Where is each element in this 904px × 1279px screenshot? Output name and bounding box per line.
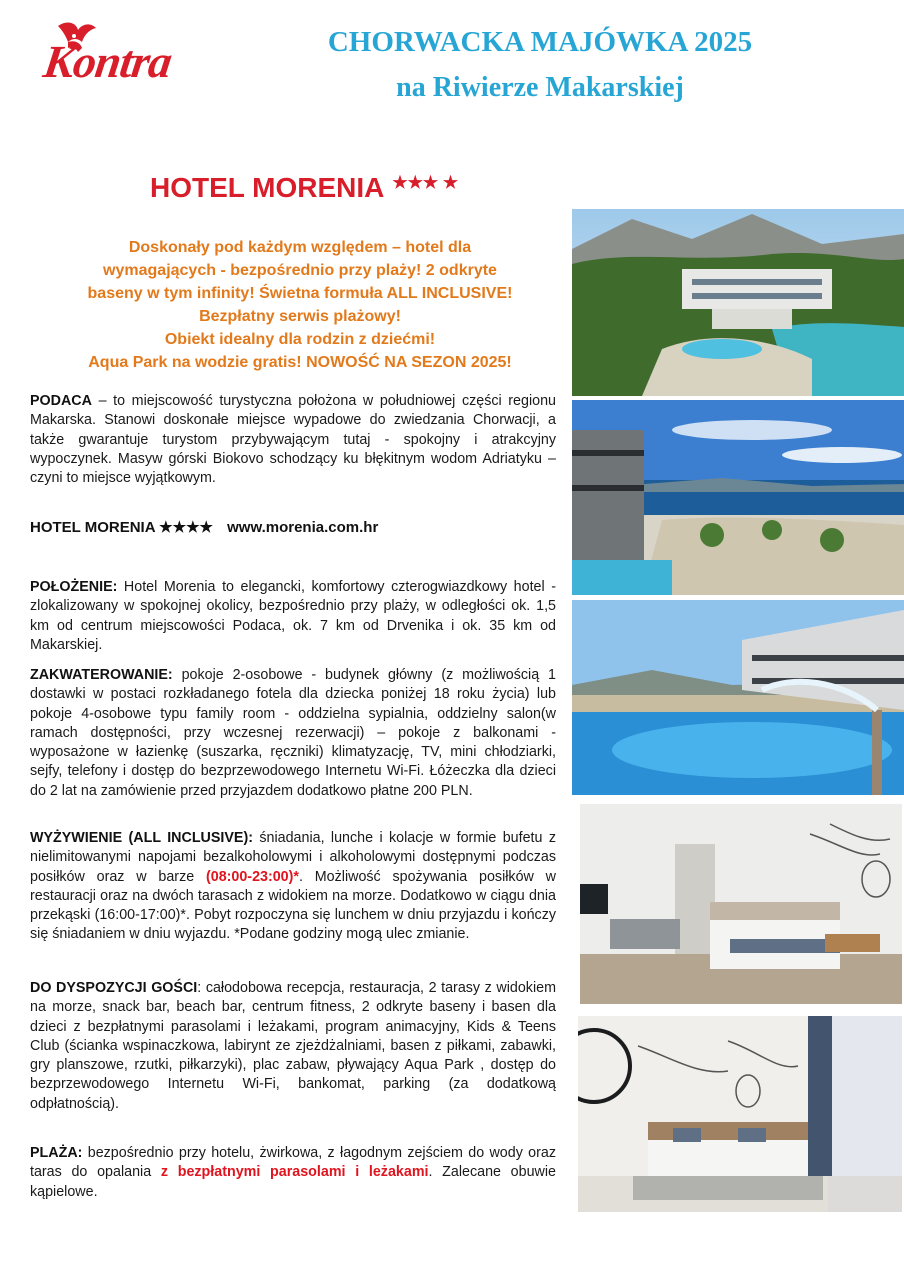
photo-sea-view xyxy=(572,400,904,595)
hotel-line-name: HOTEL MORENIA ★★★★ xyxy=(30,519,213,536)
promo-line: Obiekt idealny dla rodzin z dziećmi! xyxy=(164,331,436,348)
section-text: śniadania, lunche i kolacje w formie bufetu z nielimitowanymi napojami bezalkoholowymi i alkoholowymi dostępnymi podczas posiłków oraz w barze xyxy=(30,830,556,885)
photo-pool xyxy=(572,600,904,795)
section-plaza xyxy=(30,1144,556,1202)
promo-line: wymagających - bezpośrednio przy plaży! 2 odkryte xyxy=(103,262,497,279)
section-text: . Zalecane obuwie kąpielowe. xyxy=(30,1164,556,1200)
section-text: pokoje 2-osobowe - budynek główny (z możliwością 1 dostawki w postaci rozkładanego fotela dla dziecka poniżej 18 roku życia) lub pokoje 4-osobowe typu family room - oddzielna sypialnia, oddzielny salon(w ramach dostępności, przy wczesnej rezerwacji) – pokoje z balkonami - wyposażone w łazienkę (suszarka, ręczniki) klimatyzację, TV, mini chłodziarki, sejfy, telefony i dostęp do bezprzewodowego Internetu Wi-Fi. Łóżeczka dla dzieci do 2 lat na zamówienie przed przyjazdem dodatkowo płatne 200 PLN. xyxy=(30,667,556,799)
star-rating: ★★★ ★ xyxy=(392,173,459,192)
section-label: WYŻYWIENIE (ALL INCLUSIVE): xyxy=(30,830,253,846)
promo-block xyxy=(30,236,570,374)
section-podaca xyxy=(30,392,556,488)
section-label: PODACA xyxy=(30,393,92,409)
free-umbrellas-note: z bezpłatnymi parasolami i leżakami xyxy=(160,1164,429,1181)
page-title: CHORWACKA MAJÓWKA 2025 xyxy=(327,26,753,58)
section-label: POŁOŻENIE: xyxy=(30,579,118,595)
section-dyspozycja xyxy=(30,979,556,1114)
section-zakwaterowanie xyxy=(30,666,556,801)
section-label: PLAŻA: xyxy=(30,1145,83,1161)
page-subtitle: na Riwierze Makarskiej xyxy=(396,72,684,103)
section-polozenie xyxy=(30,578,556,655)
section-label: ZAKWATEROWANIE: xyxy=(30,667,173,683)
section-text: : całodobowa recepcja, restauracja, 2 tarasy z widokiem na morze, snack bar, beach bar, centrum fitness, 2 odkryte baseny i basen dla dzieci z bezpłatnymi parasolami i leżakami, program animacyjny, Kids & Teens Club (ścianka wspinaczkowa, labirynt ze zjeżdżalniami, basen z piłkami, zabawki, gry planszowe, rzutki, piłkarzyki), plac zabaw, pływający Aqua Park , dostęp do bezprzewodowego Internetu Wi-Fi, bankomat, parking (za dodatkową odpłatnością). xyxy=(30,980,556,1112)
hotel-title xyxy=(150,172,458,204)
photo-room-1 xyxy=(580,804,902,1004)
section-text: bezpośrednio przy hotelu, żwirkowa, z łagodnym zejściem do wody oraz taras do opalania xyxy=(30,1145,556,1181)
promo-line: Bezpłatny serwis plażowy! xyxy=(199,308,401,325)
section-label: DO DYSPOZYCJI GOŚCI xyxy=(30,980,198,996)
hotel-name: HOTEL MORENIA xyxy=(150,172,385,203)
hotel-line xyxy=(30,518,378,536)
photo-room-2 xyxy=(578,1016,902,1212)
section-text: – to miejscowość turystyczna położona w południowej części regionu Makarska. Stanowi doskonałe miejsce wypadowe do zwiedzania Chorwacji, a także gwarantuje turystom przybywającym tutaj - spokojny i atrakcyjny wypoczynek. Masyw górski Biokovo schodzący ku błękitnym wodom Adriatyku – czyni to miejsce wyjątkowym. xyxy=(30,393,556,487)
promo-line: baseny w tym infinity! Świetna formuła ALL INCLUSIVE! xyxy=(87,285,513,302)
photo-hotel-aerial xyxy=(572,209,904,396)
promo-line: Doskonały pod każdym względem – hotel dla xyxy=(128,239,472,256)
section-text: Hotel Morenia to elegancki, komfortowy czterogwiazdkowy hotel - zlokalizowany w spokojnej okolicy, bezpośrednio przy plaży, w odległości ok. 1,5 km od centrum miejscowości Podaca, ok. 7 km od Drvenika i ok. 35 km od Makarskiej. xyxy=(30,579,556,653)
section-wyzywienie xyxy=(30,829,556,945)
hotel-website-link[interactable]: www.morenia.com.hr xyxy=(227,519,379,536)
logo-wordmark: Kontra xyxy=(40,36,175,87)
section-text: . Możliwość spożywania posiłków w restauracji oraz na dwóch tarasach z widokiem na morze. Dodatkowo w ciągu dnia przekąski (16:00-17:00)*. Pobyt rozpoczyna się lunchem w dniu przyjazdu i kończy się śniadaniem w dniu wyjazdu. *Podane godziny mogą ulec zmianie. xyxy=(30,868,556,943)
bar-hours: (08:00-23:00)* xyxy=(205,868,299,885)
promo-line: Aqua Park na wodzie gratis! NOWOŚĆ NA SEZON 2025! xyxy=(88,354,512,371)
